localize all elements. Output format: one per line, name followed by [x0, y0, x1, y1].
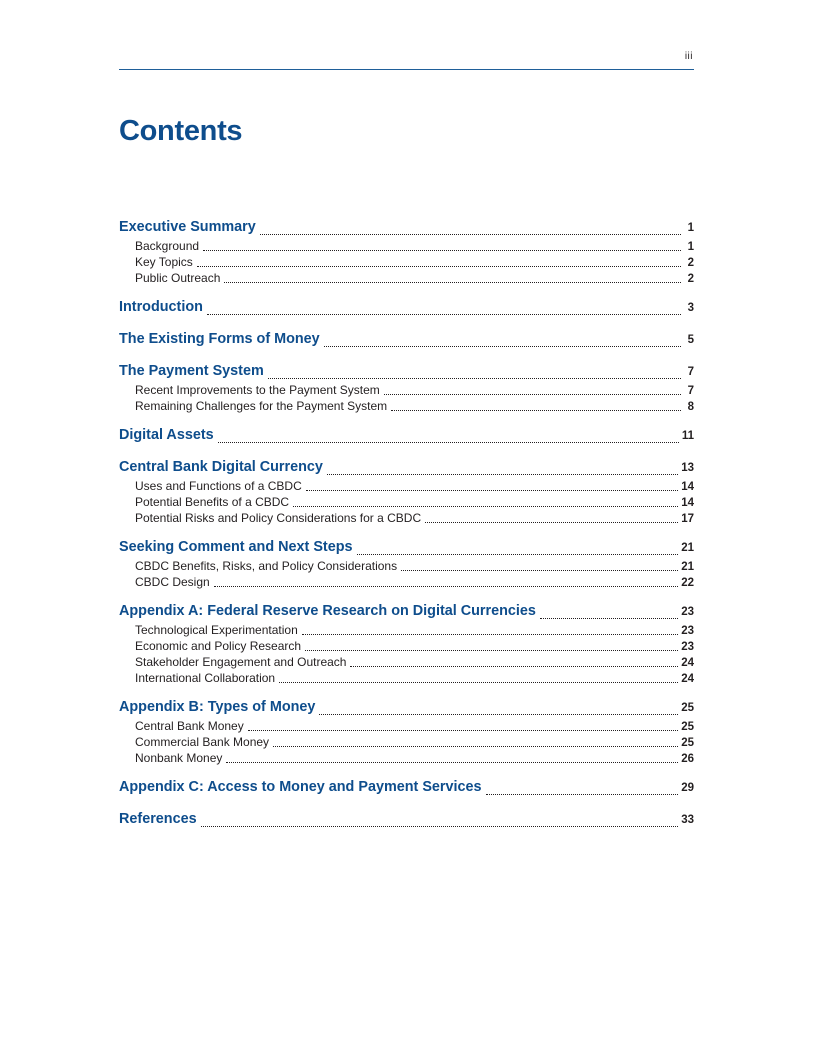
toc-subentry[interactable]	[119, 639, 694, 655]
dot-leader	[260, 234, 681, 235]
dot-leader	[324, 346, 681, 347]
toc-subentry-page-number: 23	[681, 625, 694, 637]
toc-subentry[interactable]	[119, 623, 694, 639]
toc-subentry-page-number: 21	[681, 561, 694, 573]
dot-leader	[218, 442, 679, 443]
toc-entry[interactable]	[119, 427, 694, 447]
toc-entry[interactable]	[119, 299, 694, 319]
dot-leader	[305, 650, 678, 651]
toc-subentry[interactable]	[119, 655, 694, 671]
toc-subentry-page-number: 26	[681, 753, 694, 765]
toc-entry-page-number: 7	[687, 366, 694, 378]
toc-subentry[interactable]	[119, 271, 694, 287]
dot-leader	[226, 762, 678, 763]
toc-subentry[interactable]	[119, 719, 694, 735]
dot-leader	[273, 746, 678, 747]
toc-entry-label: Central Bank Digital Currency	[119, 459, 323, 475]
toc-subentry-page-number: 25	[681, 721, 694, 733]
toc-subentry-page-number: 8	[687, 401, 694, 413]
toc-entry[interactable]	[119, 539, 694, 559]
page-number: iii	[684, 51, 693, 62]
toc-subentry-label: Remaining Challenges for the Payment System	[135, 399, 388, 413]
dot-leader	[197, 266, 681, 267]
toc-section	[119, 779, 694, 799]
toc-entry-label: Seeking Comment and Next Steps	[119, 539, 353, 555]
page-title: Contents	[119, 115, 243, 147]
toc-entry-page-number: 21	[681, 542, 694, 554]
toc-entry[interactable]	[119, 779, 694, 799]
toc-subentry[interactable]	[119, 383, 694, 399]
dot-leader	[319, 714, 678, 715]
toc-subentry-label: Recent Improvements to the Payment System	[135, 383, 380, 397]
toc-subentry-label: Economic and Policy Research	[135, 639, 302, 653]
dot-leader	[248, 730, 678, 731]
toc-subentry[interactable]	[119, 239, 694, 255]
header-rule	[119, 69, 694, 70]
toc-entry-label: References	[119, 811, 197, 827]
toc-subentry-label: Key Topics	[135, 255, 193, 269]
toc-entry-page-number: 29	[681, 782, 694, 794]
toc-entry-label: Introduction	[119, 299, 203, 315]
toc-subentry[interactable]	[119, 255, 694, 271]
toc-subentry-page-number: 14	[681, 497, 694, 509]
toc-entry[interactable]	[119, 459, 694, 479]
toc-subentry-label: Central Bank Money	[135, 719, 244, 733]
toc-entry-page-number: 11	[681, 430, 694, 442]
dot-leader	[207, 314, 681, 315]
dot-leader	[203, 250, 681, 251]
toc-entry-label: Executive Summary	[119, 219, 256, 235]
toc-section	[119, 331, 694, 351]
toc-subentry-label: Commercial Bank Money	[135, 735, 270, 749]
toc-section	[119, 811, 694, 831]
dot-leader	[486, 794, 679, 795]
toc-subentry-label: CBDC Benefits, Risks, and Policy Considerations	[135, 559, 398, 573]
toc-subentry-label: Technological Experimentation	[135, 623, 298, 637]
dot-leader	[201, 826, 679, 827]
toc-entry-page-number: 3	[687, 302, 694, 314]
toc-subentry-page-number: 24	[681, 673, 694, 685]
toc-subentry-page-number: 24	[681, 657, 694, 669]
toc-subentry-page-number: 2	[687, 257, 694, 269]
dot-leader	[268, 378, 681, 379]
toc-subentry-label: Public Outreach	[135, 271, 221, 285]
dot-leader	[302, 634, 678, 635]
toc-subentry-page-number: 7	[687, 385, 694, 397]
toc-subentry-page-number: 25	[681, 737, 694, 749]
toc-subentry[interactable]	[119, 559, 694, 575]
toc-section	[119, 299, 694, 319]
toc-subentry-label: CBDC Design	[135, 575, 210, 589]
toc-subentry[interactable]	[119, 495, 694, 511]
toc-entry[interactable]	[119, 219, 694, 239]
toc-subentry-page-number: 22	[681, 577, 694, 589]
toc-entry-label: Appendix A: Federal Reserve Research on Digital Currencies	[119, 603, 536, 619]
dot-leader	[279, 682, 678, 683]
toc-subentry[interactable]	[119, 751, 694, 767]
toc-entry[interactable]	[119, 811, 694, 831]
dot-leader	[224, 282, 681, 283]
toc-section	[119, 459, 694, 527]
toc-entry-page-number: 1	[687, 222, 694, 234]
toc-entry-page-number: 33	[681, 814, 694, 826]
toc-subentry-page-number: 14	[681, 481, 694, 493]
toc-subentry-label: Nonbank Money	[135, 751, 223, 765]
toc-subentry[interactable]	[119, 735, 694, 751]
toc-subentry-label: Potential Benefits of a CBDC	[135, 495, 290, 509]
toc-subentry[interactable]	[119, 399, 694, 415]
toc-subentry-page-number: 23	[681, 641, 694, 653]
dot-leader	[425, 522, 678, 523]
dot-leader	[540, 618, 678, 619]
dot-leader	[327, 474, 678, 475]
toc-entry-page-number: 23	[681, 606, 694, 618]
toc-section	[119, 427, 694, 447]
toc-subentry-page-number: 1	[687, 241, 694, 253]
dot-leader	[391, 410, 681, 411]
toc-subentry[interactable]	[119, 671, 694, 687]
toc-section	[119, 603, 694, 687]
toc-entry-label: The Existing Forms of Money	[119, 331, 320, 347]
toc-subentry-label: Uses and Functions of a CBDC	[135, 479, 302, 493]
toc-subentry[interactable]	[119, 575, 694, 591]
toc-section	[119, 699, 694, 767]
toc-section	[119, 539, 694, 591]
toc-subentry[interactable]	[119, 511, 694, 527]
toc-entry-label: Appendix B: Types of Money	[119, 699, 316, 715]
toc-subentry-label: Background	[135, 239, 200, 253]
toc-section	[119, 363, 694, 415]
toc-subentry-label: Potential Risks and Policy Considerations for a CBDC	[135, 511, 422, 525]
table-of-contents	[119, 219, 694, 843]
toc-subentry[interactable]	[119, 479, 694, 495]
dot-leader	[350, 666, 678, 667]
dot-leader	[214, 586, 679, 587]
toc-entry-page-number: 13	[681, 462, 694, 474]
toc-section	[119, 219, 694, 287]
toc-subentry-label: International Collaboration	[135, 671, 276, 685]
dot-leader	[357, 554, 679, 555]
dot-leader	[293, 506, 678, 507]
toc-entry-page-number: 25	[681, 702, 694, 714]
toc-entry-label: The Payment System	[119, 363, 264, 379]
toc-entry[interactable]	[119, 363, 694, 383]
toc-entry-label: Digital Assets	[119, 427, 214, 443]
dot-leader	[306, 490, 678, 491]
toc-entry[interactable]	[119, 331, 694, 351]
toc-subentry-page-number: 2	[687, 273, 694, 285]
toc-subentry-label: Stakeholder Engagement and Outreach	[135, 655, 347, 669]
dot-leader	[384, 394, 681, 395]
toc-subentry-page-number: 17	[681, 513, 694, 525]
toc-entry[interactable]	[119, 603, 694, 623]
dot-leader	[401, 570, 678, 571]
toc-entry-page-number: 5	[687, 334, 694, 346]
toc-entry-label: Appendix C: Access to Money and Payment Services	[119, 779, 482, 795]
toc-entry[interactable]	[119, 699, 694, 719]
